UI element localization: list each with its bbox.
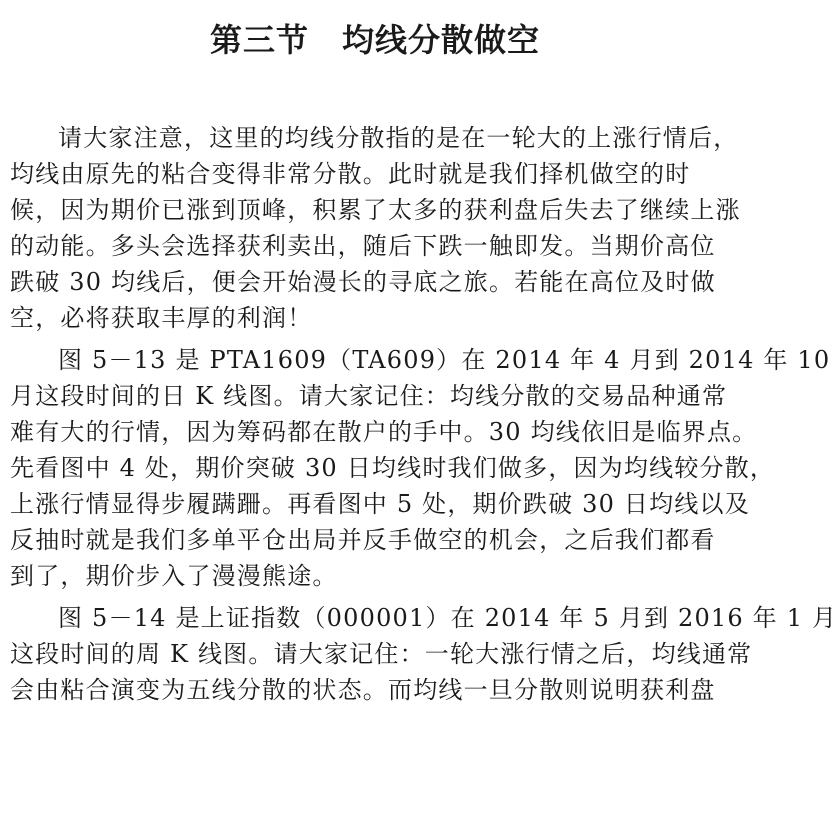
section-title: 第三节 均线分散做空 (209, 21, 540, 59)
paragraph-1 (10, 120, 740, 336)
text-line: 请大家注意，这里的均线分散指的是在一轮大的上涨行情后， (58, 124, 739, 152)
text-line: 图 5－14 是上证指数（000001）在 2014 年 5 月到 2016 年 1 月 (58, 604, 837, 632)
paragraph-2 (10, 342, 831, 594)
text-line: 空，必将获取丰厚的利润！ (10, 304, 313, 332)
text-line: 均线由原先的粘合变得非常分散。此时就是我们择机做空的时 (10, 160, 691, 188)
text-line: 跌破 30 均线后，便会开始漫长的寻底之旅。若能在高位及时做 (10, 268, 716, 296)
text-line: 反抽时就是我们多单平仓出局并反手做空的机会，之后我们都看 (10, 526, 716, 554)
paragraph-3 (10, 600, 837, 708)
text-line: 到了，期价步入了漫漫熊途。 (10, 562, 338, 590)
body-text (10, 120, 837, 708)
text-line: 候，因为期价已涨到顶峰，积累了太多的获利盘后失去了继续上涨 (10, 196, 741, 224)
text-line: 上涨行情显得步履蹒跚。再看图中 5 处，期价跌破 30 日均线以及 (10, 490, 750, 518)
text-line: 的动能。多头会选择获利卖出，随后下跌一触即发。当期价高位 (10, 232, 716, 260)
text-line: 先看图中 4 处，期价突破 30 日均线时我们做多，因为均线较分散， (10, 454, 776, 482)
text-line: 会由粘合演变为五线分散的状态。而均线一旦分散则说明获利盘 (10, 676, 716, 704)
text-line: 月这段时间的日 K 线图。请大家记住：均线分散的交易品种通常 (10, 382, 728, 410)
text-line: 这段时间的周 K 线图。请大家记住：一轮大涨行情之后，均线通常 (10, 640, 753, 668)
text-line: 图 5－13 是 PTA1609（TA609）在 2014 年 4 月到 2014 年 10 (58, 346, 831, 374)
text-line: 难有大的行情，因为筹码都在散户的手中。30 均线依旧是临界点。 (10, 418, 758, 446)
